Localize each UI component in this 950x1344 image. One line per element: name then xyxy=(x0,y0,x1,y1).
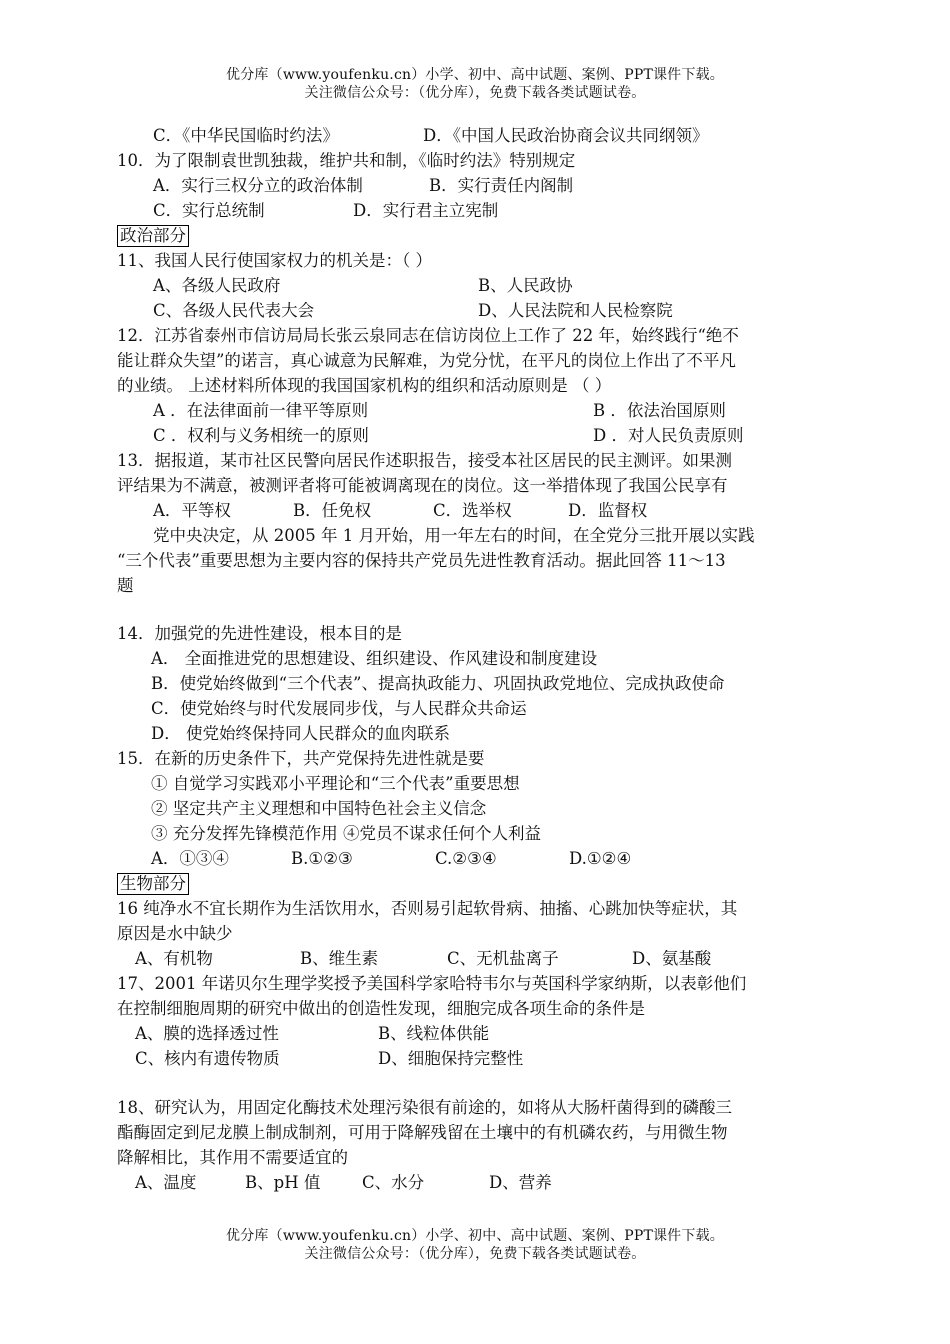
footer-line-1: 优分库（www.youfenku.cn）小学、初中、高中试题、案例、PPT课件下载。 xyxy=(226,1228,724,1244)
q12-line-2: 能让群众失望”的诺言，真心诚意为民解难，为党分忧，在平凡的岗位上作出了不平凡 xyxy=(117,351,736,370)
q12-options-cd xyxy=(153,424,744,448)
q15-option-b: B.①②③ xyxy=(291,849,353,868)
q15-option-c: C.②③④ xyxy=(435,849,497,868)
q10-option-d: D．实行君主立宪制 xyxy=(353,201,499,220)
q10-stem: 10．为了限制袁世凯独裁，维护共和制，《临时约法》特别规定 xyxy=(117,151,576,170)
q9-option-d: D．《中国人民政治协商会议共同纲领》 xyxy=(423,126,709,145)
page-header xyxy=(0,66,950,102)
q17-options-ab xyxy=(135,1022,490,1046)
q18-options xyxy=(135,1171,552,1195)
q14-option-d: D． 使党始终保持同人民群众的血肉联系 xyxy=(151,724,450,743)
q18-option-c: C、水分 xyxy=(362,1173,425,1192)
section-label-biology: 生物部分 xyxy=(117,872,189,896)
q11-options-ab xyxy=(153,274,573,298)
q15-statement-2: ② 坚定共产主义理想和中国特色社会主义信念 xyxy=(151,799,487,818)
q15-statement-3-4: ③ 充分发挥先锋模范作用 ④党员不谋求任何个人利益 xyxy=(151,824,541,843)
q12-option-b: B ．依法治国原则 xyxy=(593,401,726,420)
footer-line-2: 关注微信公众号：（优分库），免费下载各类试题试卷。 xyxy=(304,1246,646,1262)
q12-options-ab xyxy=(153,399,726,423)
q16-option-b: B、维生素 xyxy=(300,949,379,968)
q14-stem: 14．加强党的先进性建设，根本目的是 xyxy=(117,624,402,643)
q9-options-cd xyxy=(153,124,709,148)
q18-option-b: B、pH 值 xyxy=(245,1173,321,1192)
q18-line-3: 降解相比，其作用不需要适宜的 xyxy=(117,1148,348,1167)
section-label-politics: 政治部分 xyxy=(117,224,189,248)
q16-line-2: 原因是水中缺少 xyxy=(117,924,233,943)
q11-option-b: B、人民政协 xyxy=(478,276,573,295)
intro-line-3: 题 xyxy=(117,576,134,595)
q16-option-a: A、有机物 xyxy=(135,949,213,968)
q17-option-a: A、膜的选择透过性 xyxy=(135,1024,279,1043)
q15-options xyxy=(151,847,632,871)
q18-line-2: 酯酶固定到尼龙膜上制成制剂，可用于降解残留在土壤中的有机磷农药，与用微生物 xyxy=(117,1123,728,1142)
q16-option-c: C、无机盐离子 xyxy=(447,949,559,968)
q13-option-d: D．监督权 xyxy=(568,501,648,520)
q11-options-cd xyxy=(153,299,673,323)
q12-line-3: 的业绩。 上述材料所体现的我国国家机构的组织和活动原则是 （ ） xyxy=(117,376,612,395)
q13-options xyxy=(153,499,648,523)
q13-option-c: C．选举权 xyxy=(433,501,512,520)
intro-line-2: “三个代表”重要思想为主要内容的保持共产党员先进性教育活动。据此回答 11～13 xyxy=(117,551,726,570)
q14-option-a: A． 全面推进党的思想建设、组织建设、作风建设和制度建设 xyxy=(151,649,598,668)
header-line-2: 关注微信公众号：（优分库），免费下载各类试题试卷。 xyxy=(304,85,646,101)
q11-stem: 11、我国人民行使国家权力的机关是：（ ） xyxy=(117,251,432,270)
q10-option-c: C．实行总统制 xyxy=(153,201,265,220)
q12-option-a: A ．在法律面前一律平等原则 xyxy=(153,401,369,420)
q17-line-2: 在控制细胞周期的研究中做出的创造性发现，细胞完成各项生命的条件是 xyxy=(117,999,645,1018)
q10-options-ab xyxy=(153,174,574,198)
q17-option-d: D、细胞保持完整性 xyxy=(378,1049,524,1068)
q18-line-1: 18、研究认为，用固定化酶技术处理污染很有前途的，如将从大肠杆菌得到的磷酸三 xyxy=(117,1098,732,1117)
q11-option-d: D、人民法院和人民检察院 xyxy=(478,301,673,320)
q14-option-b: B．使党始终做到“三个代表”、提高执政能力、巩固执政党地位、完成执政使命 xyxy=(151,674,725,693)
q15-statement-1: ① 自觉学习实践邓小平理论和“三个代表”重要思想 xyxy=(151,774,520,793)
q17-option-c: C、核内有遗传物质 xyxy=(135,1049,280,1068)
q10-option-a: A．实行三权分立的政治体制 xyxy=(153,176,363,195)
q12-option-c: C ．权利与义务相统一的原则 xyxy=(153,426,369,445)
q10-options-cd xyxy=(153,199,499,223)
q11-option-a: A、各级人民政府 xyxy=(153,276,281,295)
q16-option-d: D、氨基酸 xyxy=(632,949,712,968)
q13-option-b: B．任免权 xyxy=(293,501,372,520)
q16-options xyxy=(135,947,712,971)
q17-option-b: B、线粒体供能 xyxy=(378,1024,490,1043)
header-line-1: 优分库（www.youfenku.cn）小学、初中、高中试题、案例、PPT课件下载。 xyxy=(226,67,724,83)
q18-option-d: D、营养 xyxy=(489,1173,552,1192)
q14-option-c: C．使党始终与时代发展同步伐，与人民群众共命运 xyxy=(151,699,527,718)
q11-option-c: C、各级人民代表大会 xyxy=(153,301,315,320)
intro-line-1: 党中央决定，从 2005 年 1 月开始，用一年左右的时间，在全党分三批开展以实践 xyxy=(153,526,755,545)
q13-option-a: A．平等权 xyxy=(153,501,231,520)
q18-option-a: A、温度 xyxy=(135,1173,197,1192)
q13-line-1: 13．据报道，某市社区民警向居民作述职报告，接受本社区居民的民主测评。如果测 xyxy=(117,451,732,470)
q13-line-2: 评结果为不满意，被测评者将可能被调离现在的岗位。这一举措体现了我国公民享有 xyxy=(117,476,728,495)
q12-line-1: 12．江苏省泰州市信访局局长张云泉同志在信访岗位上工作了 22 年，始终践行“绝不 xyxy=(117,326,739,345)
page-footer xyxy=(0,1227,950,1263)
q15-option-a: A．①③④ xyxy=(151,849,229,868)
q9-option-c: C．《中华民国临时约法》 xyxy=(153,126,339,145)
q12-option-d: D ．对人民负责原则 xyxy=(593,426,744,445)
q10-option-b: B．实行责任内阁制 xyxy=(429,176,574,195)
q16-line-1: 16 纯净水不宜长期作为生活饮用水，否则易引起软骨病、抽搐、心跳加快等症状，其 xyxy=(117,899,738,918)
q15-option-d: D.①②④ xyxy=(569,849,632,868)
q15-stem: 15．在新的历史条件下，共产党保持先进性就是要 xyxy=(117,749,485,768)
q17-line-1: 17、2001 年诺贝尔生理学奖授予美国科学家哈特韦尔与英国科学家纳斯，以表彰他们 xyxy=(117,974,747,993)
q17-options-cd xyxy=(135,1047,524,1071)
